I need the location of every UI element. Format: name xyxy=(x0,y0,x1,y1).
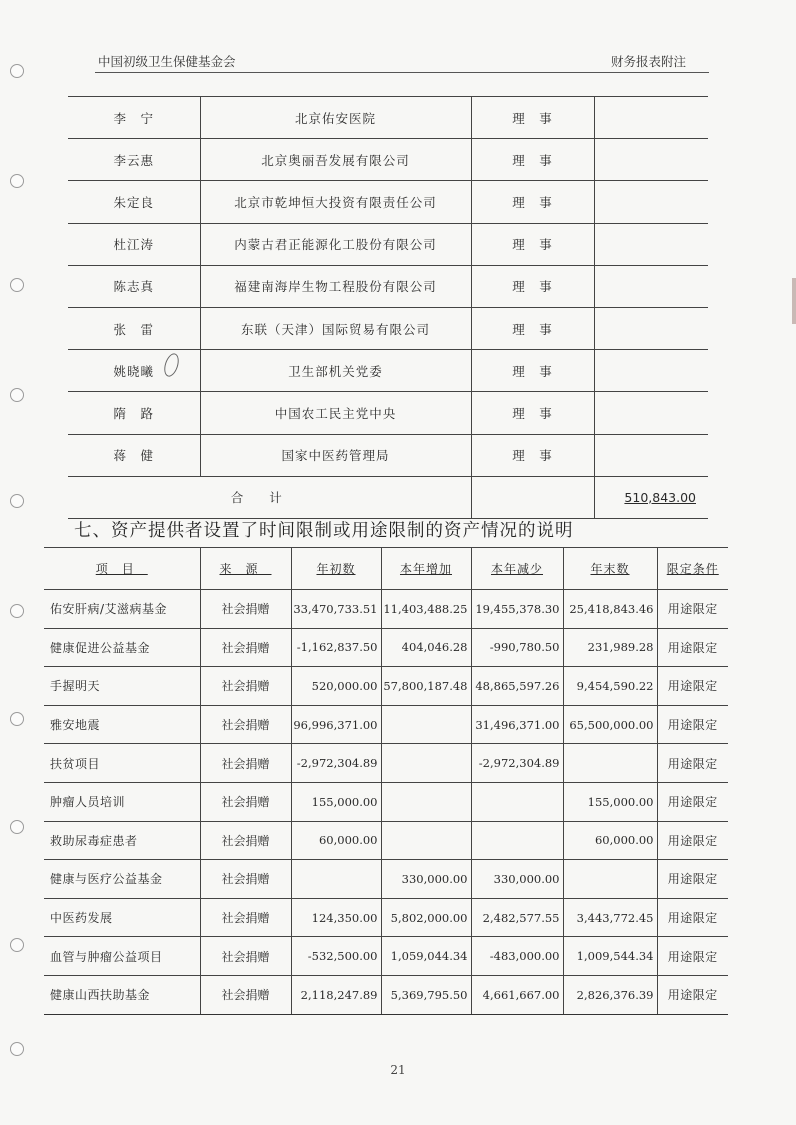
asset-item: 扶贫项目 xyxy=(44,744,200,783)
column-header-item: 项目 xyxy=(95,562,148,576)
asset-begin-value: 2,118,247.89 xyxy=(291,975,381,1014)
asset-decrease-value xyxy=(471,782,563,821)
asset-begin-value: 155,000.00 xyxy=(291,782,381,821)
member-amount xyxy=(594,181,708,223)
asset-item: 健康促进公益基金 xyxy=(44,628,200,667)
member-organization: 卫生部机关党委 xyxy=(200,350,471,392)
asset-restriction: 用途限定 xyxy=(657,705,728,744)
asset-end-value: 2,826,376.39 xyxy=(563,975,657,1014)
table-row xyxy=(68,307,708,349)
asset-restriction: 用途限定 xyxy=(657,628,728,667)
asset-source: 社会捐赠 xyxy=(200,898,291,937)
asset-increase-value xyxy=(381,705,471,744)
table-row xyxy=(44,628,728,667)
member-role: 理 事 xyxy=(471,307,594,349)
asset-increase-value: 5,369,795.50 xyxy=(381,975,471,1014)
table-row xyxy=(44,744,728,783)
member-organization: 北京奥丽吾发展有限公司 xyxy=(200,139,471,181)
member-role: 理 事 xyxy=(471,350,594,392)
asset-source: 社会捐赠 xyxy=(200,628,291,667)
asset-source: 社会捐赠 xyxy=(200,782,291,821)
asset-increase-value: 57,800,187.48 xyxy=(381,667,471,706)
member-role: 理 事 xyxy=(471,392,594,434)
member-amount xyxy=(594,265,708,307)
asset-decrease-value: 4,661,667.00 xyxy=(471,975,563,1014)
member-name: 李云惠 xyxy=(68,139,200,181)
table-row xyxy=(68,139,708,181)
asset-end-value: 65,500,000.00 xyxy=(563,705,657,744)
asset-end-value: 60,000.00 xyxy=(563,821,657,860)
asset-increase-value xyxy=(381,821,471,860)
section-title: 七、资产提供者设置了时间限制或用途限制的资产情况的说明 xyxy=(74,521,574,541)
asset-decrease-value: 2,482,577.55 xyxy=(471,898,563,937)
asset-decrease-value: -483,000.00 xyxy=(471,937,563,976)
asset-begin-value: 520,000.00 xyxy=(291,667,381,706)
table-row xyxy=(44,937,728,976)
asset-source: 社会捐赠 xyxy=(200,705,291,744)
column-header-decrease: 本年减少 xyxy=(490,562,543,576)
asset-end-value: 231,989.28 xyxy=(563,628,657,667)
column-header-source: 来源 xyxy=(219,562,272,576)
asset-decrease-value: -990,780.50 xyxy=(471,628,563,667)
asset-decrease-value: 19,455,378.30 xyxy=(471,590,563,629)
asset-end-value xyxy=(563,860,657,899)
asset-decrease-value: 330,000.00 xyxy=(471,860,563,899)
table-row xyxy=(44,667,728,706)
asset-increase-value: 1,059,044.34 xyxy=(381,937,471,976)
asset-item: 中医药发展 xyxy=(44,898,200,937)
asset-decrease-value xyxy=(471,821,563,860)
asset-item: 健康与医疗公益基金 xyxy=(44,860,200,899)
punch-hole-icon xyxy=(10,64,24,78)
table-row xyxy=(68,434,708,476)
asset-decrease-value: 48,865,597.26 xyxy=(471,667,563,706)
asset-end-value: 1,009,544.34 xyxy=(563,937,657,976)
asset-restriction: 用途限定 xyxy=(657,898,728,937)
asset-source: 社会捐赠 xyxy=(200,667,291,706)
table-row xyxy=(68,350,708,392)
asset-begin-value: -1,162,837.50 xyxy=(291,628,381,667)
board-members-table xyxy=(68,96,708,519)
member-name: 朱定良 xyxy=(68,181,200,223)
table-row xyxy=(68,265,708,307)
member-name: 张 雷 xyxy=(68,307,200,349)
asset-item: 肿瘤人员培训 xyxy=(44,782,200,821)
punch-hole-icon xyxy=(10,938,24,952)
member-amount xyxy=(594,392,708,434)
member-organization: 中国农工民主党中央 xyxy=(200,392,471,434)
table-row xyxy=(44,782,728,821)
punch-hole-icon xyxy=(10,712,24,726)
asset-source: 社会捐赠 xyxy=(200,860,291,899)
asset-restriction: 用途限定 xyxy=(657,782,728,821)
asset-restriction: 用途限定 xyxy=(657,821,728,860)
asset-begin-value: 60,000.00 xyxy=(291,821,381,860)
table-row xyxy=(44,898,728,937)
member-name: 李 宁 xyxy=(68,97,200,139)
member-name: 杜江涛 xyxy=(68,223,200,265)
asset-begin-value xyxy=(291,860,381,899)
asset-end-value: 3,443,772.45 xyxy=(563,898,657,937)
table-header-row xyxy=(44,548,728,590)
total-empty-cell xyxy=(471,476,594,518)
member-amount xyxy=(594,223,708,265)
member-amount xyxy=(594,139,708,181)
scan-edge-mark xyxy=(792,278,796,324)
table-row xyxy=(44,975,728,1014)
asset-restriction: 用途限定 xyxy=(657,860,728,899)
asset-source: 社会捐赠 xyxy=(200,744,291,783)
punch-hole-icon xyxy=(10,820,24,834)
asset-item: 手握明天 xyxy=(44,667,200,706)
asset-increase-value xyxy=(381,744,471,783)
asset-source: 社会捐赠 xyxy=(200,590,291,629)
asset-begin-value: 96,996,371.00 xyxy=(291,705,381,744)
asset-source: 社会捐赠 xyxy=(200,975,291,1014)
punch-hole-icon xyxy=(10,174,24,188)
restricted-assets-table xyxy=(44,547,728,1015)
member-organization: 北京市乾坤恒大投资有限责任公司 xyxy=(200,181,471,223)
column-header-limit: 限定条件 xyxy=(666,562,719,576)
handwritten-circle-mark xyxy=(162,351,182,378)
asset-end-value xyxy=(563,744,657,783)
asset-begin-value: 124,350.00 xyxy=(291,898,381,937)
table-row xyxy=(44,705,728,744)
asset-increase-value: 5,802,000.00 xyxy=(381,898,471,937)
table-row xyxy=(68,392,708,434)
header-divider xyxy=(95,72,709,73)
table-row xyxy=(44,821,728,860)
table-row xyxy=(68,223,708,265)
table-row xyxy=(68,181,708,223)
member-name: 隋 路 xyxy=(68,392,200,434)
member-role: 理 事 xyxy=(471,139,594,181)
punch-hole-icon xyxy=(10,278,24,292)
asset-item: 健康山西扶助基金 xyxy=(44,975,200,1014)
member-amount xyxy=(594,307,708,349)
member-organization: 内蒙古君正能源化工股份有限公司 xyxy=(200,223,471,265)
member-amount xyxy=(594,97,708,139)
member-amount xyxy=(594,434,708,476)
member-amount xyxy=(594,350,708,392)
asset-item: 雅安地震 xyxy=(44,705,200,744)
asset-source: 社会捐赠 xyxy=(200,937,291,976)
total-value: 510,843.00 xyxy=(594,476,708,518)
asset-restriction: 用途限定 xyxy=(657,667,728,706)
asset-begin-value: -532,500.00 xyxy=(291,937,381,976)
asset-increase-value: 330,000.00 xyxy=(381,860,471,899)
asset-end-value: 155,000.00 xyxy=(563,782,657,821)
member-role: 理 事 xyxy=(471,434,594,476)
member-organization: 福建南海岸生物工程股份有限公司 xyxy=(200,265,471,307)
total-row xyxy=(68,476,708,518)
asset-restriction: 用途限定 xyxy=(657,590,728,629)
asset-source: 社会捐赠 xyxy=(200,821,291,860)
asset-item: 救助尿毒症患者 xyxy=(44,821,200,860)
member-role: 理 事 xyxy=(471,223,594,265)
member-role: 理 事 xyxy=(471,97,594,139)
member-role: 理 事 xyxy=(471,265,594,307)
asset-item: 佑安肝病/艾滋病基金 xyxy=(44,590,200,629)
member-name: 姚晓曦 xyxy=(113,363,154,379)
asset-restriction: 用途限定 xyxy=(657,744,728,783)
asset-increase-value: 11,403,488.25 xyxy=(381,590,471,629)
asset-increase-value xyxy=(381,782,471,821)
column-header-increase: 本年增加 xyxy=(399,562,452,576)
punch-hole-icon xyxy=(10,388,24,402)
member-organization: 国家中医药管理局 xyxy=(200,434,471,476)
asset-restriction: 用途限定 xyxy=(657,975,728,1014)
table-row xyxy=(44,590,728,629)
asset-restriction: 用途限定 xyxy=(657,937,728,976)
total-label: 合计 xyxy=(68,476,471,518)
column-header-begin: 年初数 xyxy=(316,562,356,576)
asset-begin-value: 33,470,733.51 xyxy=(291,590,381,629)
member-organization: 东联（天津）国际贸易有限公司 xyxy=(200,307,471,349)
punch-hole-icon xyxy=(10,1042,24,1056)
punch-hole-icon xyxy=(10,604,24,618)
page-number: 21 xyxy=(390,1063,406,1077)
asset-decrease-value: -2,972,304.89 xyxy=(471,744,563,783)
asset-decrease-value: 31,496,371.00 xyxy=(471,705,563,744)
header-organization: 中国初级卫生保健基金会 xyxy=(98,54,236,69)
asset-increase-value: 404,046.28 xyxy=(381,628,471,667)
asset-end-value: 25,418,843.46 xyxy=(563,590,657,629)
table-row xyxy=(68,97,708,139)
member-organization: 北京佑安医院 xyxy=(200,97,471,139)
asset-begin-value: -2,972,304.89 xyxy=(291,744,381,783)
member-name: 陈志真 xyxy=(68,265,200,307)
punch-hole-icon xyxy=(10,494,24,508)
column-header-end: 年末数 xyxy=(590,562,630,576)
member-role: 理 事 xyxy=(471,181,594,223)
member-name: 蒋 健 xyxy=(68,434,200,476)
table-row xyxy=(44,860,728,899)
header-report-title: 财务报表附注 xyxy=(610,54,686,69)
asset-item: 血管与肿瘤公益项目 xyxy=(44,937,200,976)
asset-end-value: 9,454,590.22 xyxy=(563,667,657,706)
